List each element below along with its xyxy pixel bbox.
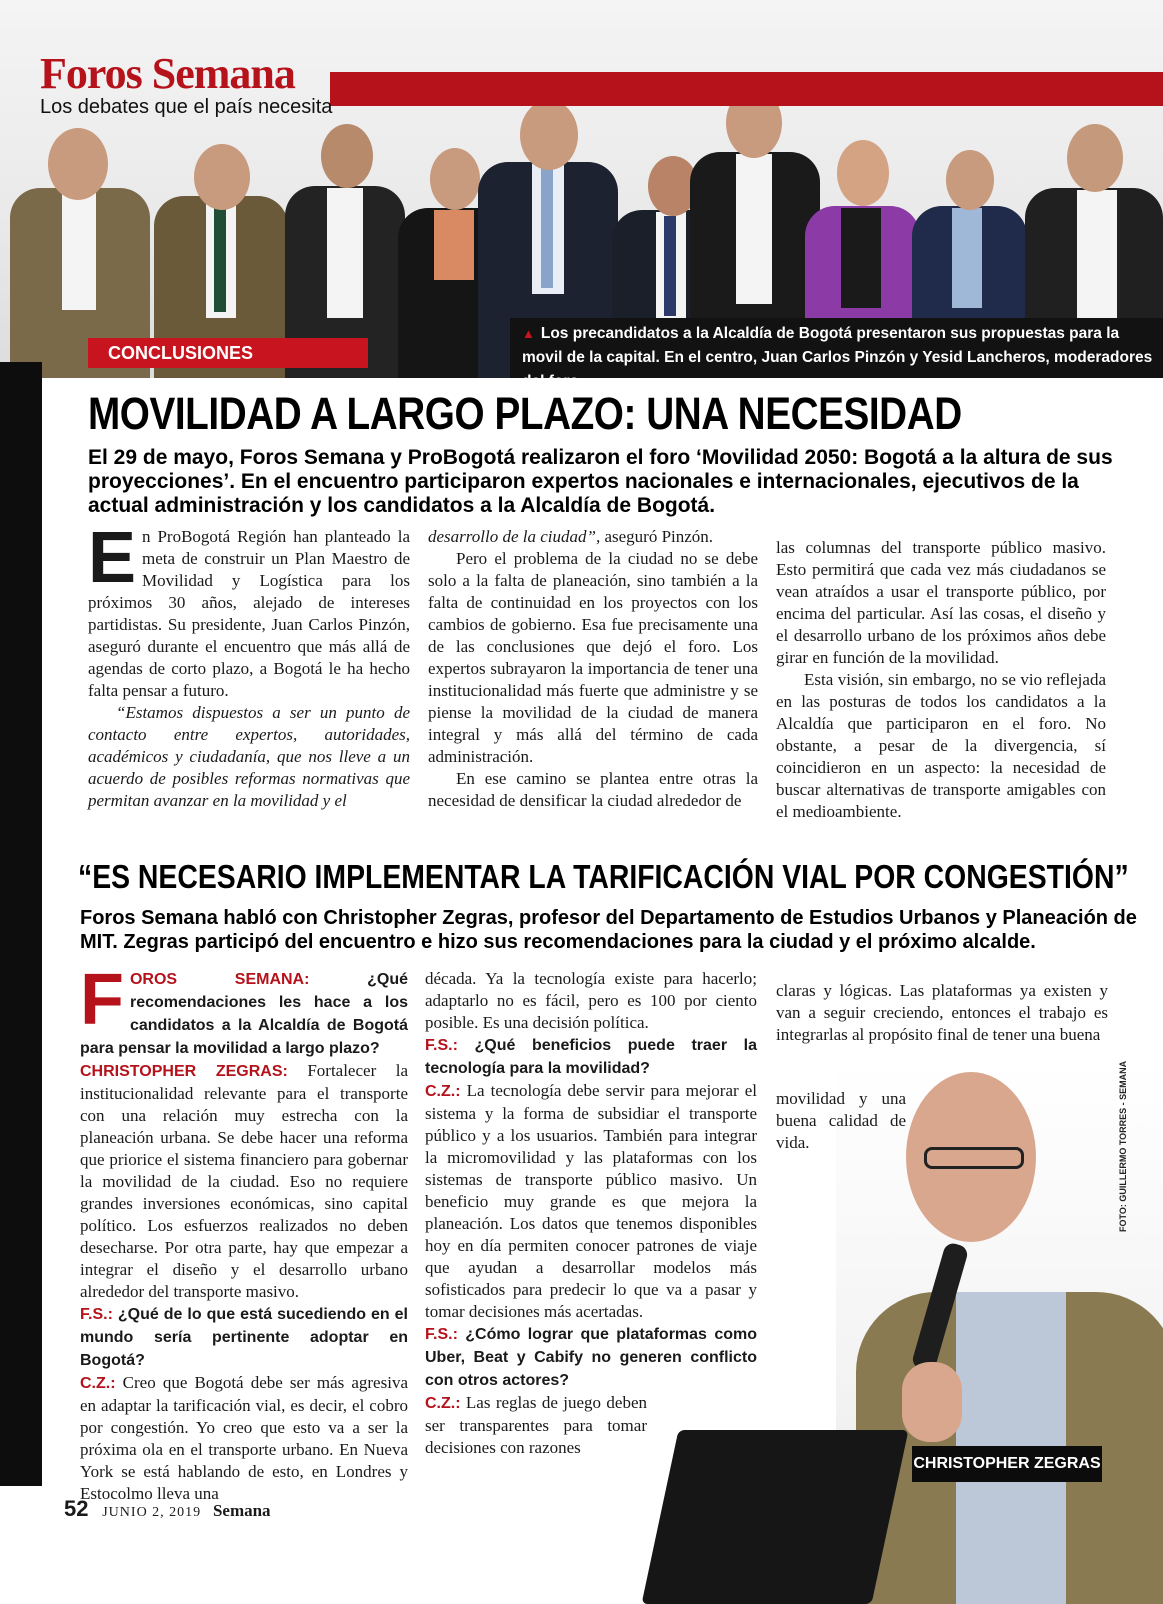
article1-column-1: En ProBogotá Región han planteado la meta de construir un Plan Maestro de Movilidad y Logística para los próximos 30 años, alejado de intereses partidistas. Su presidente, Juan Carlos Pinzón, aseguró durante el encuentro que más allá de agendas de corto plazo, a Bogotá le ha hecho falta pensar a futuro. “Estamos dispuestos a ser un punto de contacto entre expertos, autoridades, académicos y ciudadanía, que nos lleve a un acuerdo de posibles reformas normativas que permitan avanzar en la movilidad y el xyxy=(88,518,410,810)
interview-column-3: claras y lógicas. Las plataformas ya existen y van a seguir creciendo, entonces el trabajo es integrarlas al propósito final de tener una buena xyxy=(776,981,1108,1044)
magazine-name: Semana xyxy=(212,1501,271,1520)
interview-column-2: década. Ya la tecnología existe para hacerlo; adaptarlo no es fácil, pero es 100 por ciento posible. Es una decisión política. F.S.: ¿Qué beneficios puede traer la tecnología para la movilidad? C.Z.: La tecnología debe servir para mejorar el sistema y la forma de subsidiar el transporte público y a los usuarios. También para integrar la micromovilidad y las plataformas con los sistemas de transporte público masivo. Un beneficio muy grande es que mejora la planeación. Los datos que tenemos disponibles hoy en día permiten conocer patrones de viaje que ayudan a desarrollar modelos más sofisticados para predecir lo que va a pasar y tomar decisiones más acertadas. F.S.: ¿Cómo lograr que plataformas como Uber, Beat y Cabify no generen conflicto con otros actores? C.Z.: Las reglas de juego deben ser transparentes para tomar decisiones con razones xyxy=(425,969,757,1457)
dropcap: E xyxy=(88,518,137,598)
header-red-bar xyxy=(330,72,1163,106)
portrait-name: CHRISTOPHER ZEGRAS xyxy=(912,1446,1102,1482)
photo-caption: ▲ Los precandidatos a la Alcaldía de Bogotá presentaron sus propuestas para la movil de la capital. En el centro, Juan Carlos Pinzón y Yesid Lancheros, moderadores del foro. xyxy=(522,325,1153,390)
left-rule xyxy=(0,362,42,1486)
photo-credit: FOTO: GUILLERMO TORRES - SEMANA xyxy=(1118,1060,1128,1232)
lead-interview: Foros Semana habló con Christopher Zegras, profesor del Departamento de Estudios Urbanos y Planeación de MIT. Zegras participó del encuentro e hizo sus recomendaciones para la ciudad y el próximo alcalde. xyxy=(80,907,1137,953)
article1-column-3: las columnas del transporte público masivo. Esto permitirá que cada vez más ciudadanos se vean atraídos a usar el transporte público, por encima del particular. Así las cosas, el diseño y el desarrollo urbano de los próximos años debe girar en función de la movilidad. Esta visión, sin embargo, no se vio reflejada en las posturas de todos los candidatos a la Alcaldía que participaron en el foro. No obstante, a pesar de la divergencia, sí coincidieron en un aspecto: la necesidad de buscar alternativas de transporte amigables con el medioambiente. xyxy=(776,538,1106,821)
triangle-icon: ▲ xyxy=(522,326,535,341)
person-figure xyxy=(150,78,290,378)
issue-date: JUNIO 2, 2019 xyxy=(102,1505,202,1520)
brand-tagline: Los debates que el país necesita xyxy=(40,96,333,118)
section-label: CONCLUSIONES xyxy=(88,338,368,368)
headline-main: MOVILIDAD A LARGO PLAZO: UNA NECESIDAD xyxy=(88,388,962,439)
article1-column-2: desarrollo de la ciudad”, aseguró Pinzón. Pero el problema de la ciudad no se debe solo a la falta de planeación, sino también a la falta de continuidad en los proyectos con los cambios de gobierno. Esa fue precisamente una de las conclusiones que dejó el foro. Los expertos subrayaron la importancia de tener una institucionalidad más fuerte que administre y se piense la movilidad de la ciudad de manera integral y más allá del término de cada administración. En ese camino se plantea entre otras la necesidad de densificar la ciudad alrededor de xyxy=(428,527,758,810)
brand-logo: Foros Semana xyxy=(40,49,295,98)
quote-text: “Estamos dispuestos a ser un punto de contacto entre expertos, autoridades, académicos y ciudadanía, que nos lleve a un acuerdo de posibles reformas normativas que permitan avanzar en la movilidad y el xyxy=(88,703,410,810)
page-number: 52 xyxy=(64,1496,89,1521)
person-figure xyxy=(0,78,150,378)
interview-column-1: FOROS SEMANA: ¿Qué recomendaciones les hace a los candidatos a la Alcaldía de Bogotá para pensar la movilidad a largo plazo? CHRISTOPHER ZEGRAS: Fortalecer la institucionalidad relevante para el transporte con una relación muy estrecha con la planeación urbana. Se debe hacer una reforma que priorice el sistema financiero para gobernar la movilidad de la ciudad. Eso no requiere grandes inversiones económicas, sino capital político. Los esfuerzos realizados no deben desecharse. Por otra parte, hay que empezar a integrar el diseño y el desarrollo urbano alrededor del transporte masivo. F.S.: ¿Qué de lo que está sucediendo en el mundo sería pertinente adoptar en Bogotá? C.Z.: Creo que Bogotá debe ser más agresiva en adaptar la tarificación vial, es decir, el cobro por congestión. Yo creo que esto va a ser la próxima ola en el transporte urbano. En Nueva York se está hablando de esto, en Londres y Estocolmo lleva una xyxy=(80,960,408,1503)
laptop xyxy=(642,1430,909,1604)
headline-interview: “ES NECESARIO IMPLEMENTAR LA TARIFICACIÓN VIAL POR CONGESTIÓN” xyxy=(78,858,1129,895)
interview-column-3-end: movilidad y una buena calidad de vida. xyxy=(776,1089,906,1152)
page-footer xyxy=(64,1496,271,1522)
lead-main: El 29 de mayo, Foros Semana y ProBogotá realizaron el foro ‘Movilidad 2050: Bogotá a la altura de sus proyecciones’. En el encuentro participaron expertos nacionales e internacionales, ejecutivos de la actual administración y los candidatos a la Alcaldía de Bogotá. xyxy=(88,446,1113,517)
dropcap: F xyxy=(80,960,124,1040)
